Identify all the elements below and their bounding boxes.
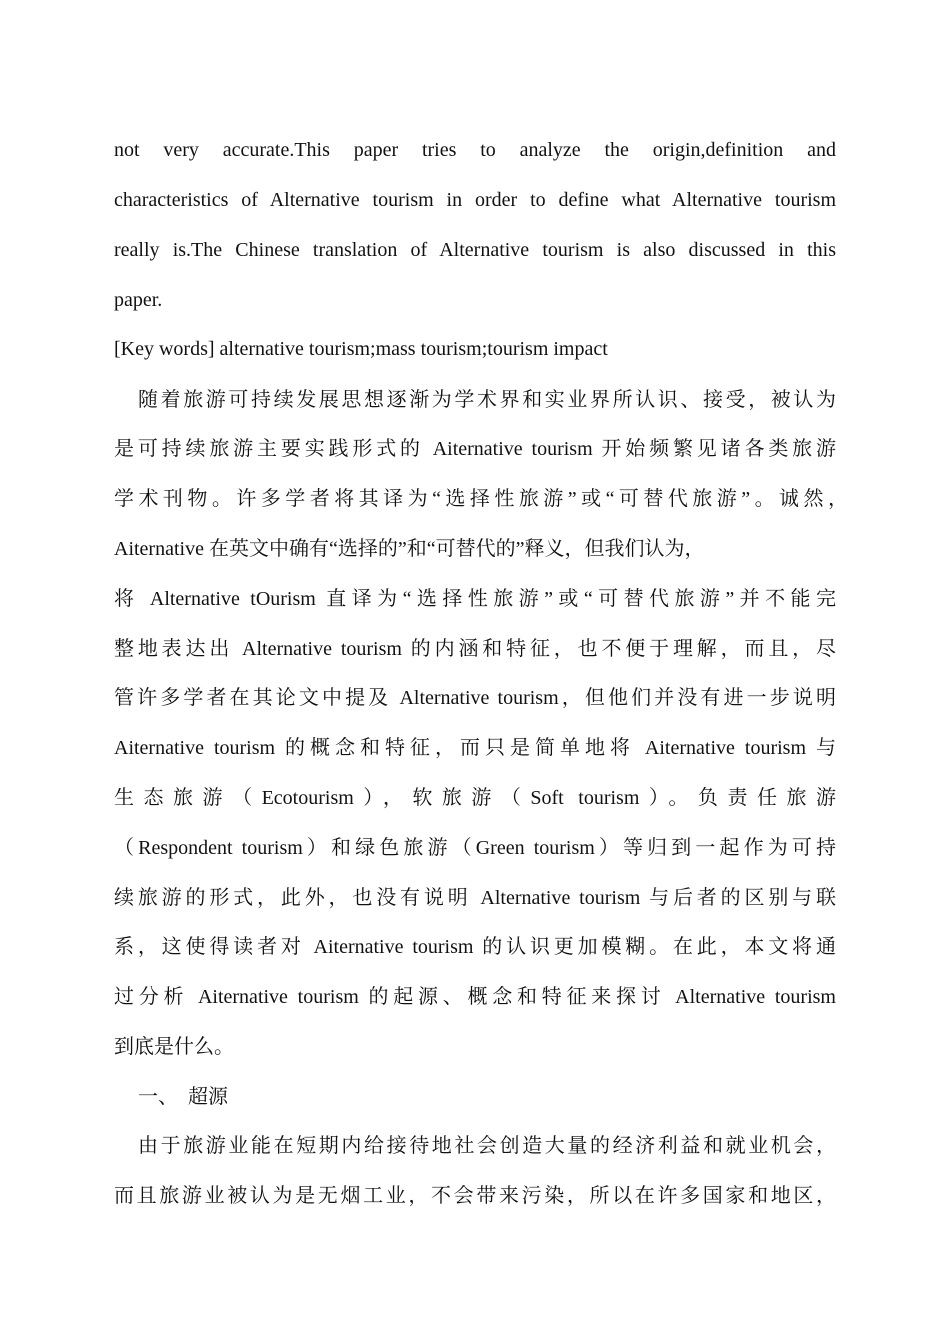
intro-line-2: 是可持续旅游主要实践形式的 Aiternative tourism 开始频繁见诸各类旅游 <box>114 438 836 460</box>
intro-line-5: 将 Alternative tOurism 直译为“选择性旅游”或“可替代旅游”并不能完 <box>114 588 836 610</box>
abstract-line-2: characteristics of Alternative tourism in order to define what Alternative tourism <box>114 189 836 211</box>
intro-line-6: 整地表达出 Alternative tourism 的内涵和特征，也不便于理解，而且，尽 <box>114 638 836 660</box>
section-line-1: 由于旅游业能在短期内给接待地社会创造大量的经济利益和就业机会， <box>138 1135 836 1157</box>
section-heading: 一、 超源 <box>138 1086 228 1108</box>
abstract-line-3: really is.The Chinese translation of Alternative tourism is also discussed in this <box>114 239 836 261</box>
intro-line-12: 系，这使得读者对 Aiternative tourism 的认识更加模糊。在此，本文将通 <box>114 936 836 958</box>
intro-line-10: （Respondent tourism）和绿色旅游（Green tourism）等归到一起作为可持 <box>114 837 836 859</box>
intro-line-9: 生态旅游（Ecotourism），软旅游（Soft tourism）。负责任旅游 <box>114 787 836 809</box>
intro-line-1: 随着旅游可持续发展思想逐渐为学术界和实业界所认识、接受，被认为 <box>138 389 836 411</box>
intro-line-7: 管许多学者在其论文中提及 Alternative tourism，但他们并没有进一步说明 <box>114 687 836 709</box>
intro-line-11: 续旅游的形式，此外，也没有说明 Alternative tourism 与后者的区别与联 <box>114 887 836 909</box>
section-line-2: 而且旅游业被认为是无烟工业，不会带来污染，所以在许多国家和地区， <box>114 1185 836 1207</box>
abstract-line-4: paper. <box>114 289 163 311</box>
intro-line-14: 到底是什么。 <box>114 1036 234 1058</box>
intro-line-4: Aiternative 在英文中确有“选择的”和“可替代的”释义，但我们认为， <box>114 538 705 560</box>
intro-line-3: 学术刊物。许多学者将其译为“选择性旅游”或“可替代旅游”。诚然， <box>114 488 848 510</box>
abstract-line-1: not very accurate.This paper tries to analyze the origin,definition and <box>114 139 836 161</box>
keywords-line: [Key words] alternative tourism;mass tourism;tourism impact <box>114 338 608 360</box>
intro-line-13: 过分析 Aiternative tourism 的起源、概念和特征来探讨 Alternative tourism <box>114 986 836 1008</box>
intro-line-8: Aiternative tourism 的概念和特征，而只是简单地将 Aiternative tourism 与 <box>114 737 836 759</box>
